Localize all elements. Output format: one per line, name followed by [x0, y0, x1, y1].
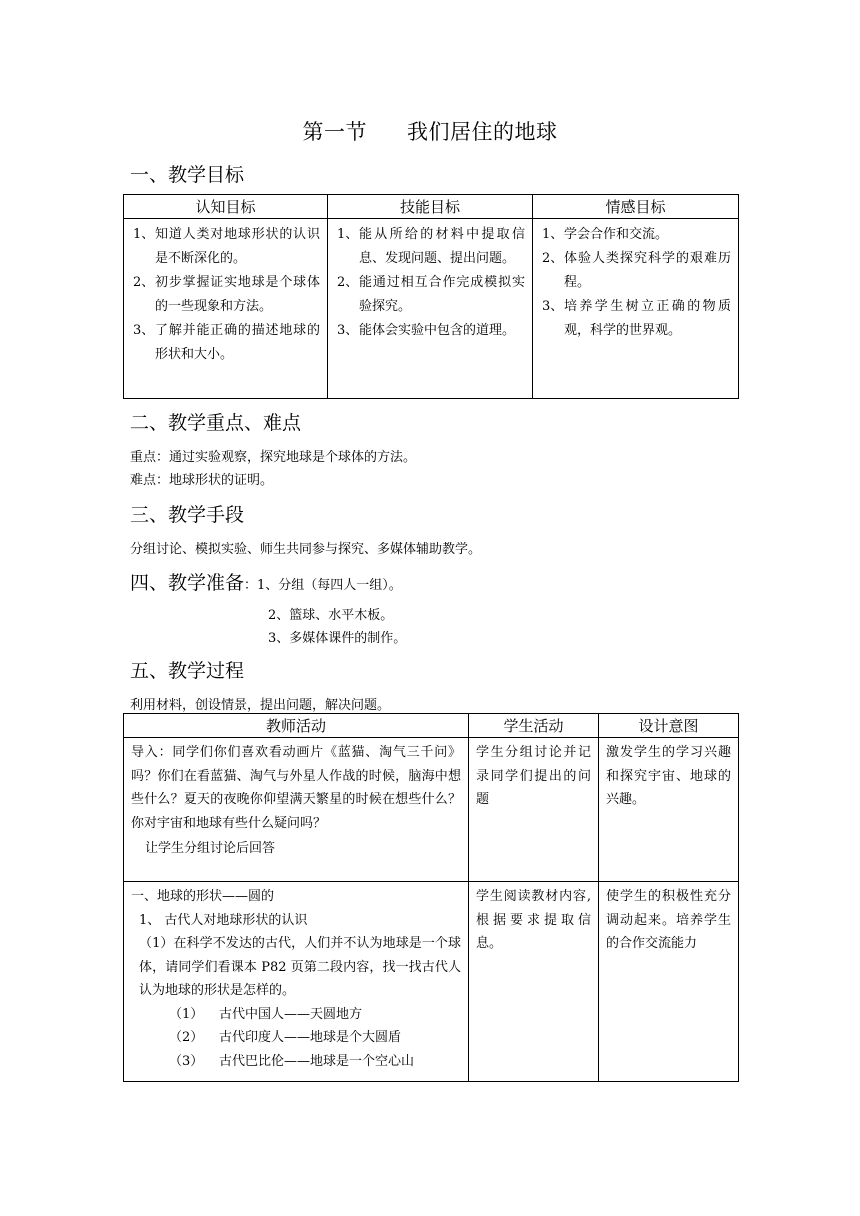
header-skill: 技能目标: [328, 195, 533, 219]
skill-cell: [328, 219, 533, 399]
teacher-activity-note: 让学生分组讨论后回答: [145, 841, 276, 856]
header-student: 学生活动: [469, 714, 599, 738]
teaching-means-text: 分组讨论、模拟实验、师生共同参与探究、多媒体辅助教学。: [130, 542, 482, 557]
title-name: 我们居住的地球: [407, 120, 558, 144]
student-activity-cell: [469, 882, 599, 1082]
heading-key-points: 二、教学重点、难点: [130, 412, 302, 434]
teacher-activity-heading: 一、地球的形状——圆的: [131, 889, 275, 904]
design-intent-text: 使学生的积极性充分调动起来。培养学生的合作交流能力: [606, 889, 731, 951]
cognitive-cell: [124, 219, 328, 399]
header-teacher: 教师活动: [124, 714, 469, 738]
list-item: 2、 初步掌握证实地球是个球体的一些现象和方法。: [133, 275, 320, 314]
list-item: 2、 体验人类探究科学的艰难历程。: [542, 251, 731, 290]
teacher-activity-cell: [124, 882, 469, 1082]
teacher-activity-text: 导入：同学们你们喜欢看动画片《蓝猫、淘气三千问》吗？你们在看蓝猫、淘气与外星人作战的时候，脑海中想些什么？夏天的夜晚你仰望满天繁星的时候在想些什么？你对宇宙和地球有些什么疑问吗？: [131, 745, 461, 831]
key-point-text: 重点：通过实验观察，探究地球是个球体的方法。: [130, 450, 417, 465]
preparation-title: 四、教学准备: [130, 572, 245, 594]
student-activity-text: 学生分组讨论并记录同学们提出的问题: [476, 745, 591, 807]
teacher-activity-subheading: 1、 古代人对地球形状的认识: [139, 912, 308, 928]
teacher-activity-text: （1）在科学不发达的古代，人们并不认为地球是一个球体，请同学们看课本 P82 页第二段内容，找一找古代人认为地球的形状是怎样的。: [139, 936, 461, 998]
preparation-item-3: 3、多媒体课件的制作。: [268, 631, 407, 646]
list-item: 3、 培养学生树立正确的物质观，科学的世界观。: [542, 299, 731, 338]
list-item: 3、 能体会实验中包含的道理。: [337, 323, 516, 338]
list-item: 1、 知道人类对地球形状的认识是不断深化的。: [133, 227, 320, 266]
header-intent: 设计意图: [599, 714, 739, 738]
header-emotion: 情感目标: [533, 195, 739, 219]
title-section: 第一节: [302, 120, 367, 144]
list-item: （2） 古代印度人——地球是个大圆盾: [169, 1030, 402, 1045]
list-item: 2、 能通过相互合作完成模拟实验探究。: [337, 275, 525, 314]
design-intent-text: 激发学生的学习兴趣和探究宇宙、地球的兴趣。: [606, 745, 731, 807]
table-row: [124, 738, 739, 882]
student-activity-text: 学生阅读教材内容,根据要求提取信息。: [476, 889, 591, 951]
preparation-item-2: 2、篮球、水平木板。: [268, 608, 394, 623]
table-row: [124, 882, 739, 1082]
design-intent-cell: [599, 738, 739, 882]
objectives-table: [123, 194, 739, 399]
emotion-cell: [533, 219, 739, 399]
list-item: 1、 学会合作和交流。: [542, 227, 669, 242]
page-title: [0, 116, 860, 146]
heading-preparation: [130, 568, 402, 595]
list-item: （1） 古代中国人——天圆地方: [169, 1006, 363, 1022]
objectives-header-row: [124, 195, 739, 219]
heading-process: 五、教学过程: [130, 660, 245, 682]
student-activity-cell: [469, 738, 599, 882]
list-item: （3） 古代巴比伦——地球是一个空心山: [169, 1053, 415, 1069]
design-intent-cell: [599, 882, 739, 1082]
process-intro: 利用材料，创设情景，提出问题，解决问题。: [130, 698, 391, 713]
list-item: 1、 能从所给的材料中提取信息、发现问题、提出问题。: [337, 227, 525, 266]
header-cognitive: 认知目标: [124, 195, 328, 219]
difficult-point-text: 难点：地球形状的证明。: [130, 473, 274, 488]
process-table: [123, 713, 739, 1082]
heading-objectives: 一、教学目标: [130, 164, 245, 186]
heading-teaching-means: 三、教学手段: [130, 504, 245, 526]
preparation-item-1: ：1、分组（每四人一组）。: [244, 578, 402, 593]
process-header-row: [124, 714, 739, 738]
objectives-body-row: [124, 219, 739, 399]
teacher-activity-cell: [124, 738, 469, 882]
list-item: 3、 了解并能正确的描述地球的形状和大小。: [133, 323, 320, 362]
